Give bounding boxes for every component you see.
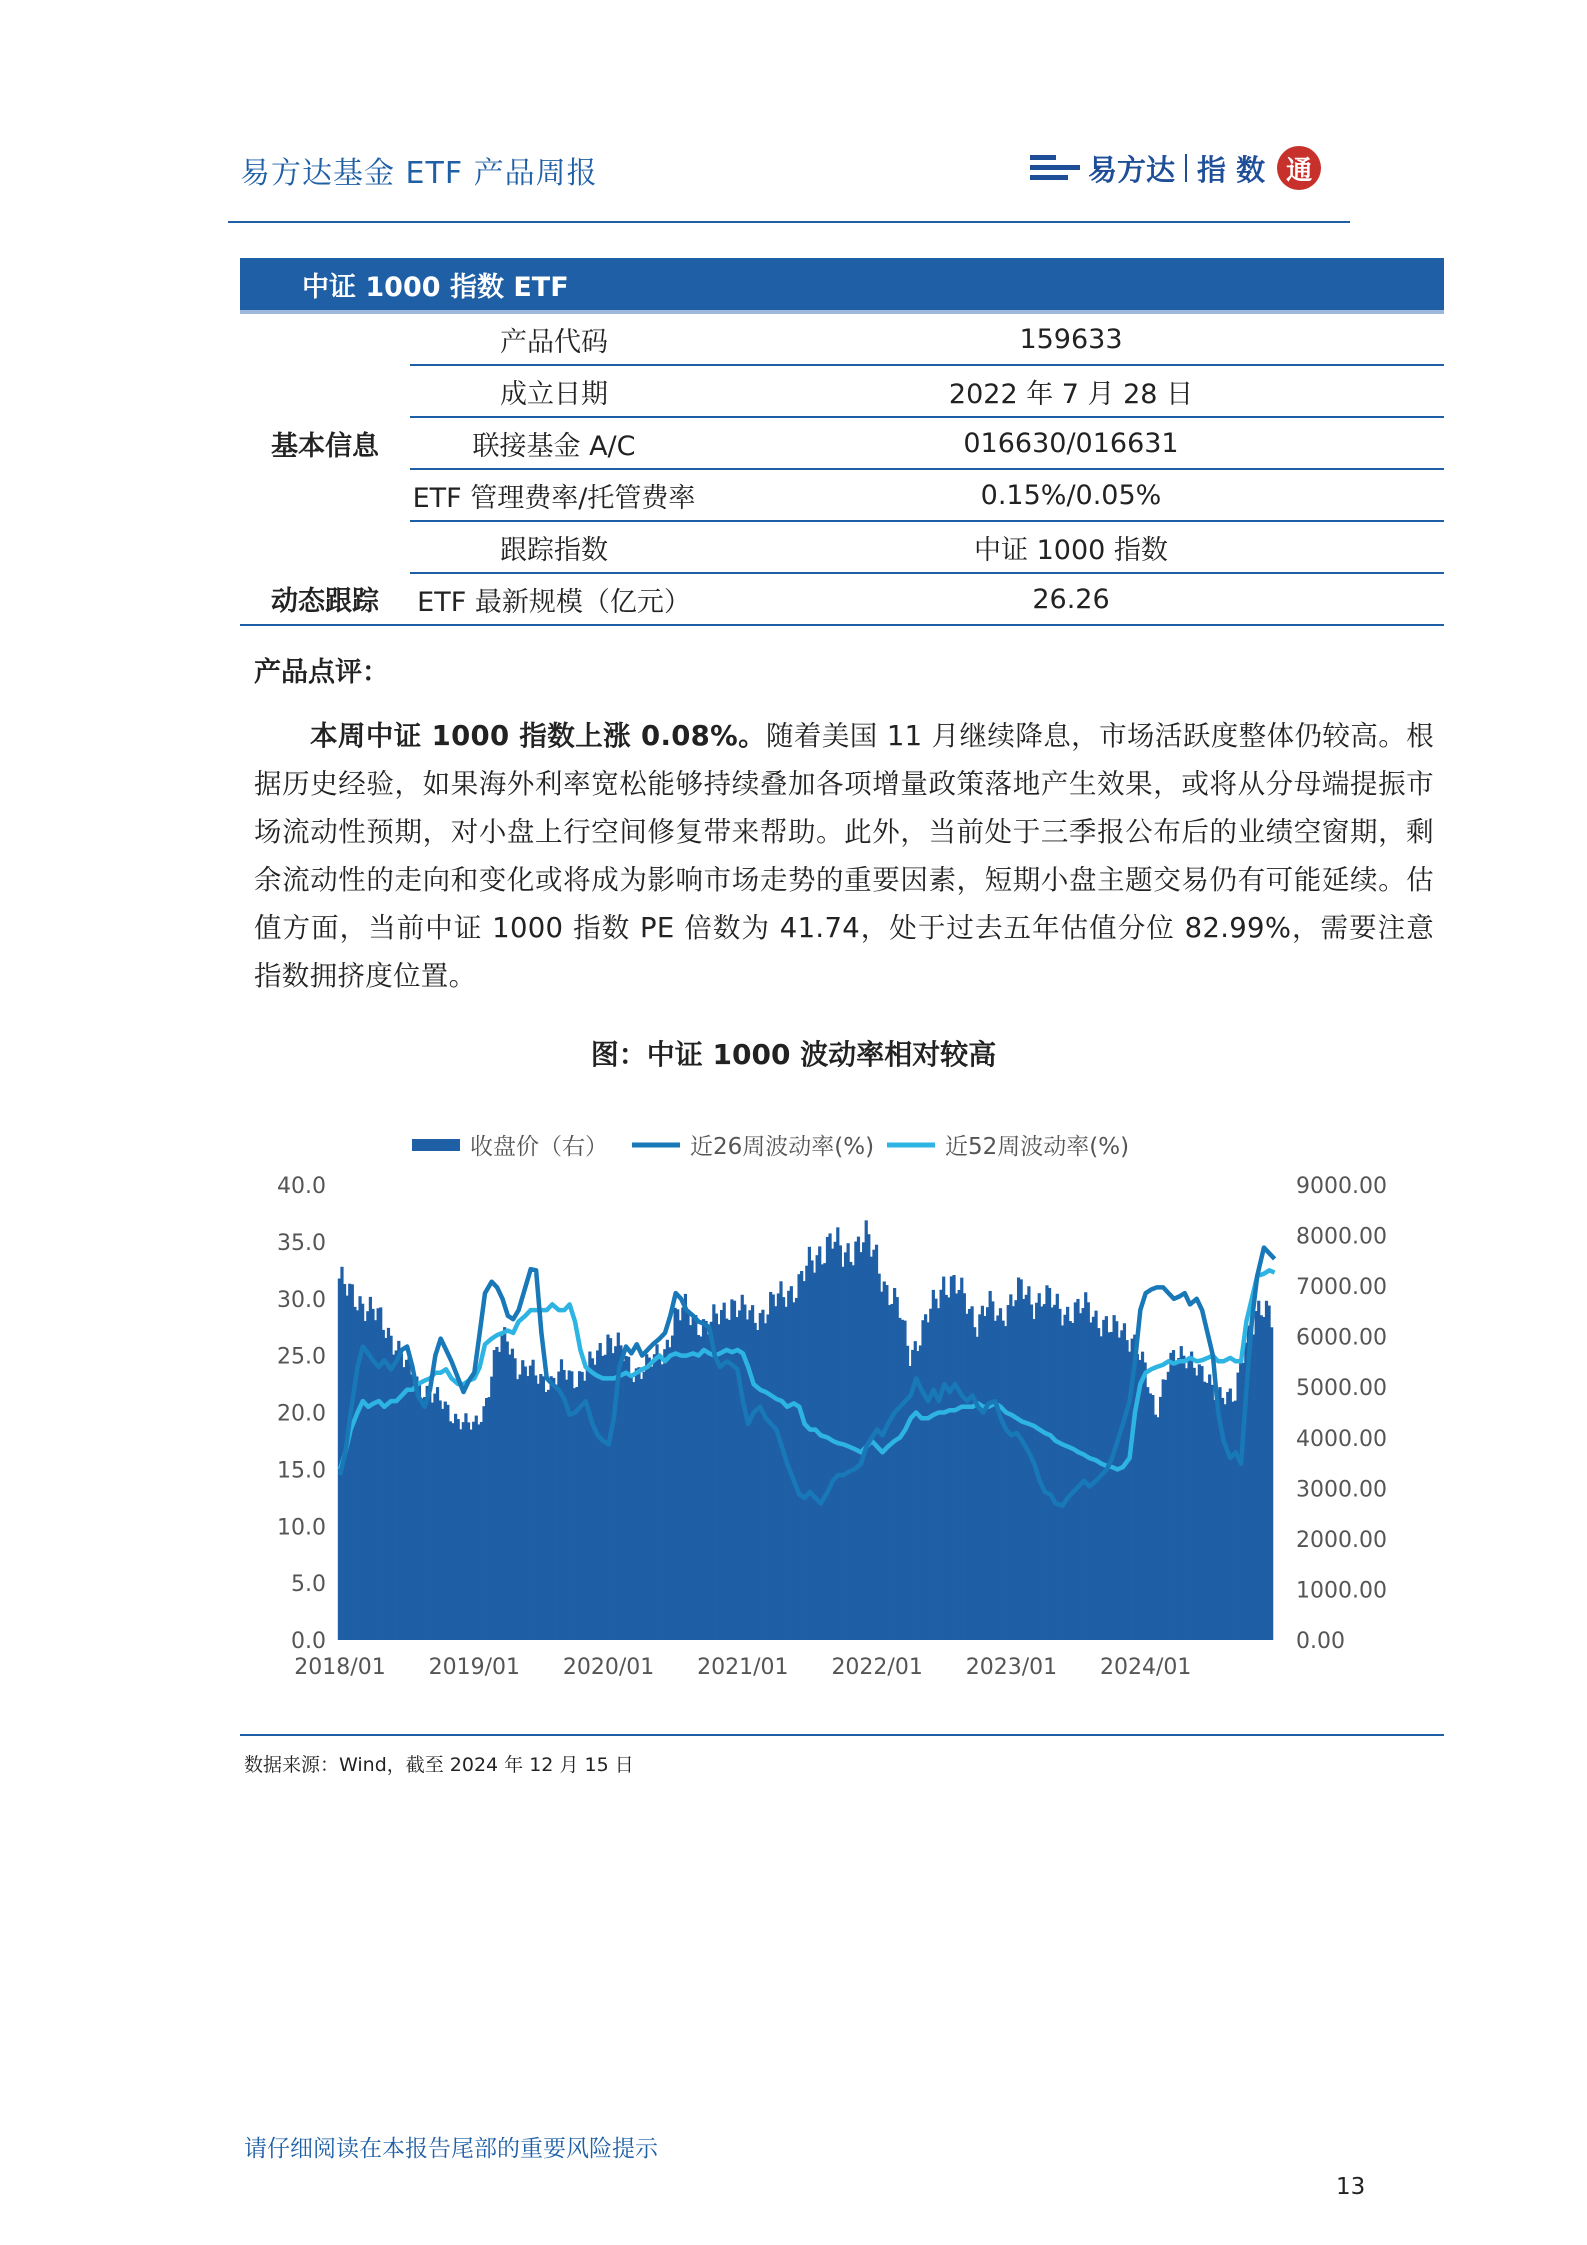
y-right-tick: 1000.00 [1296, 1578, 1387, 1604]
group-dynamic-tracking: 动态跟踪 [240, 573, 410, 625]
y-left-tick: 10.0 [277, 1515, 326, 1541]
x-tick: 2022/01 [831, 1655, 923, 1680]
y-right-tick: 8000.00 [1296, 1224, 1387, 1250]
row-value: 26.26 [698, 573, 1444, 625]
close-bar [1270, 1327, 1273, 1640]
review-paragraph [254, 712, 1434, 1000]
chart-svg [240, 1105, 1444, 1695]
row-value: 中证 1000 指数 [698, 521, 1444, 573]
x-tick: 2019/01 [428, 1655, 520, 1680]
row-label: 成立日期 [410, 365, 698, 417]
x-tick: 2021/01 [697, 1655, 789, 1680]
logo-sub: 指 数 [1197, 152, 1266, 187]
y-left-tick: 35.0 [277, 1230, 326, 1256]
review-body: 随着美国 11 月继续降息，市场活跃度整体仍较高。根据历史经验，如果海外利率宽松能够持续叠加各项增量政策落地产生效果，或将从分母端提振市场流动性预期，对小盘上行空间修复带来帮助。此外，当前处于三季报公布后的业绩空窗期，剩余流动性的走向和变化或将成为影响市场走势的重要因素，短期小盘主题交易仍有可能延续。估值方面，当前中证 1000 指数 PE 倍数为 41.74，处于过去五年估值分位 82.99%，需要注意指数拥挤度位置。 [254, 720, 1434, 992]
table-row [240, 469, 1444, 521]
table-row [240, 521, 1444, 573]
figure-title: 图：中证 1000 波动率相对较高 [590, 1038, 997, 1071]
logo-separator [1185, 154, 1187, 182]
volatility-chart [240, 1105, 1444, 1695]
y-right-tick: 4000.00 [1296, 1426, 1387, 1452]
x-tick: 2020/01 [562, 1655, 655, 1680]
logo-mark-icon [1030, 153, 1080, 183]
row-label: ETF 最新规模（亿元） [410, 573, 698, 625]
row-label: 产品代码 [410, 312, 698, 365]
y-right-tick: 5000.00 [1296, 1376, 1387, 1402]
y-left-tick: 0.0 [291, 1629, 326, 1654]
table-row [240, 365, 1444, 417]
y-right-tick: 2000.00 [1296, 1527, 1387, 1553]
risk-note: 请仔细阅读在本报告尾部的重要风险提示 [244, 2136, 658, 2162]
y-left-tick: 40.0 [277, 1174, 326, 1199]
table-row [240, 417, 1444, 469]
x-tick: 2024/01 [1100, 1655, 1192, 1680]
y-right-tick: 6000.00 [1296, 1325, 1387, 1351]
logo-seal-icon: 通 [1277, 146, 1321, 190]
y-left-tick: 25.0 [277, 1344, 326, 1370]
review-lead: 本周中证 1000 指数上涨 0.08%。 [310, 720, 766, 752]
y-left-tick: 5.0 [291, 1572, 326, 1598]
fund-info-table [240, 258, 1444, 626]
review-heading: 产品点评： [254, 657, 389, 688]
header-rule [228, 221, 1350, 223]
table-row [240, 312, 1444, 365]
y-right-tick: 3000.00 [1296, 1477, 1387, 1503]
brand-logo [1030, 140, 1321, 196]
table-row [240, 573, 1444, 625]
page-number: 13 [1336, 2174, 1366, 2200]
y-left-tick: 20.0 [277, 1401, 326, 1427]
y-left-tick: 15.0 [277, 1458, 326, 1484]
row-label: 跟踪指数 [410, 521, 698, 573]
report-title: 易方达基金 ETF 产品周报 [240, 156, 598, 191]
row-label: ETF 管理费率/托管费率 [410, 469, 698, 521]
y-right-tick: 7000.00 [1296, 1275, 1387, 1301]
y-right-tick: 9000.00 [1296, 1174, 1387, 1199]
x-tick: 2023/01 [965, 1655, 1058, 1680]
table-title: 中证 1000 指数 ETF [240, 258, 1444, 312]
group-basic-info: 基本信息 [271, 431, 379, 462]
legend-label: 收盘价（右） [470, 1134, 608, 1160]
legend-label: 近52周波动率(%) [945, 1134, 1130, 1160]
row-value: 159633 [698, 312, 1444, 365]
legend-swatch-close [412, 1139, 460, 1151]
y-right-tick: 0.00 [1296, 1629, 1345, 1654]
row-value: 2022 年 7 月 28 日 [698, 365, 1444, 417]
legend-label: 近26周波动率(%) [690, 1134, 875, 1160]
chart-rule [240, 1734, 1444, 1736]
row-label: 联接基金 A/C [410, 417, 698, 469]
x-tick: 2018/01 [294, 1655, 386, 1680]
row-value: 0.15%/0.05% [698, 469, 1444, 521]
data-source: 数据来源：Wind，截至 2024 年 12 月 15 日 [244, 1754, 634, 1776]
y-left-tick: 30.0 [277, 1287, 326, 1313]
row-value: 016630/016631 [698, 417, 1444, 469]
logo-brand: 易方达 [1088, 152, 1176, 187]
